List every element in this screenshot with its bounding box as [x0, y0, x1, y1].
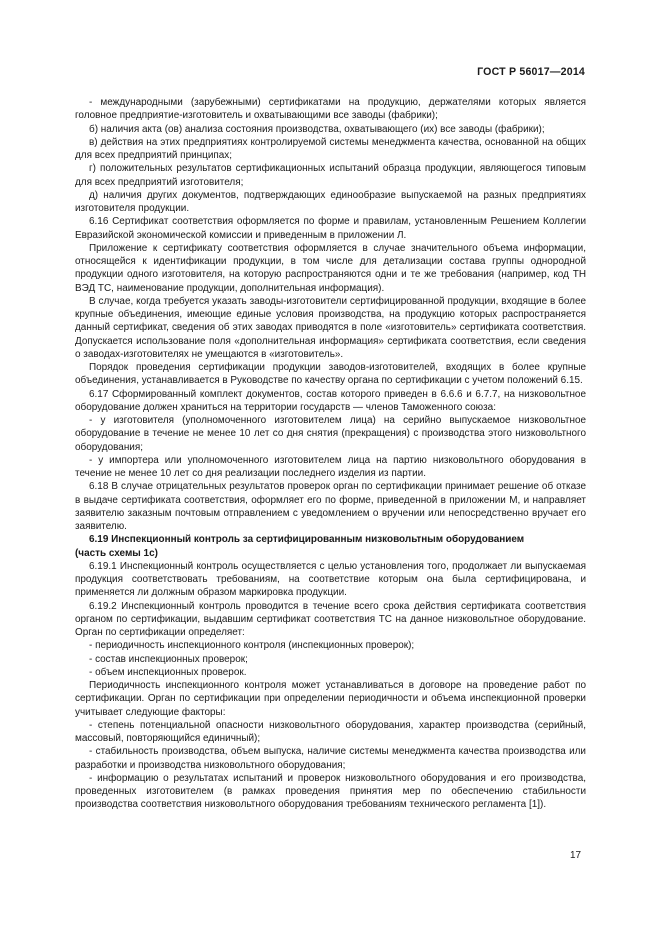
document-body: [75, 96, 586, 812]
paragraph: - объем инспекционных проверок.: [89, 666, 247, 678]
paragraph: - международными (зарубежными) сертификатами на продукцию, держателями которых является головное предприятие-изготовитель и охватывающими все заводы (фабрики);: [75, 97, 586, 122]
paragraph: - степень потенциальной опасности низковольтного оборудования, характер производства (серийный, массовый, повторяющийся единичный);: [75, 719, 586, 744]
paragraph: - состав инспекционных проверок;: [89, 653, 248, 665]
paragraph: д) наличия других документов, подтверждающих единообразие выпускаемой на разных предприятиях изготовителя продукции.: [75, 189, 586, 214]
section-heading-title: 6.19 Инспекционный контроль за сертифицированным низковольтным оборудованием: [89, 534, 525, 546]
paragraph: 6.19.1 Инспекционный контроль осуществляется с целью установления того, продолжает ли выпускаемая продукция соответствовать требованиям, на соответствие которым она была сертифицирована, и применяется ли должным образом маркировка продукции.: [75, 560, 586, 599]
paragraph: в) действия на этих предприятиях контролируемой системы менеджмента качества, основанной на общих для всех предприятий принципах;: [75, 136, 586, 161]
paragraph: - у импортера или уполномоченного изготовителем лица на партию низковольтного оборудования в течение не менее 10 лет со дня реализации последнего изделия из партии.: [75, 454, 586, 479]
paragraph: Порядок проведения сертификации продукции заводов-изготовителей, входящих в более крупные объединения, устанавливается в Руководстве по качеству органа по сертификации с учетом положений 6.15.: [75, 362, 586, 387]
paragraph: - стабильность производства, объем выпуска, наличие системы менеджмента качества производства или разработки и производства низковольтного оборудования;: [75, 746, 586, 771]
section-heading-subtitle: (часть схемы 1с): [75, 547, 158, 559]
paragraph: 6.19.2 Инспекционный контроль проводится в течение всего срока действия сертификата соответствия органом по сертификации, выдавшим сертификат соответствия ТС на данное низковольтное оборудование. Орган по сертификации определяет:: [75, 600, 586, 638]
paragraph: г) положительных результатов сертификационных испытаний образца продукции, являющегося типовым для всех предприятий изготовителя;: [75, 163, 586, 188]
paragraph: Приложение к сертификату соответствия оформляется в случае значительного объема информации, относящейся к идентификации продукции, в том числе для детализации состава группы однородной продукции одного изготовителя, на которую распространяются одни и те же требования (например, код ТН ВЭД ТС, наименование продукции, дополнительная информация).: [75, 242, 586, 294]
paragraph: - периодичность инспекционного контроля (инспекционных проверок);: [89, 640, 415, 652]
paragraph: - у изготовителя (уполномоченного изготовителем лица) на серийно выпускаемое низковольтное оборудование в течение не менее 10 лет со дня снятия (прекращения) с производства этого низковольтного оборудования;: [75, 415, 586, 453]
paragraph: Периодичность инспекционного контроля может устанавливаться в договоре на проведение работ по сертификации. Орган по сертификации при определении периодичности и объема инспекционной проверки учитывает следующие факторы:: [75, 680, 586, 718]
paragraph: В случае, когда требуется указать заводы-изготовители сертифицированной продукции, входящие в более крупные объединения, имеющие единые условия производства, на продукцию которых распространяется данный сертификат, сведения об этих заводах приводятся в поле «изготовитель» сертификата соответствия. Допускается использование поля «дополнительная информация» сертификата соответствия, если сведения о заводах-изготовителях не умещаются в «изготовитель».: [75, 295, 586, 360]
paragraph: 6.16 Сертификат соответствия оформляется по форме и правилам, установленным Решением Коллегии Евразийской экономической комиссии и приведенным в приложении Л.: [75, 216, 586, 241]
paragraph: 6.18 В случае отрицательных результатов проверок орган по сертификации принимает решение об отказе в выдаче сертификата соответствия, оформляет его по форме, приведенной в приложении М, и направляет заявителю заказным почтовым отправлением с уведомлением о вручении или непосредственно вручает его заявителю.: [75, 481, 586, 532]
page-number: 17: [569, 850, 581, 861]
paragraph: б) наличия акта (ов) анализа состояния производства, охватывающего (их) все заводы (фабрики);: [89, 123, 545, 135]
paragraph: 6.17 Сформированный комплект документов, состав которого приведен в 6.6.6 и 6.7.7, на низковольтное оборудование должен храниться на территории государств — членов Таможенного союза:: [75, 388, 586, 413]
section-heading: [75, 533, 586, 560]
paragraph: - информацию о результатах испытаний и проверок низковольтного оборудования и его производства, проведенных изготовителем (в рамках проведения принятия мер по обеспечению стабильности производства соответствия низковольтного оборудования требованиям технического регламента [1]).: [75, 772, 586, 811]
standard-designation: ГОСТ Р 56017—2014: [477, 66, 585, 78]
